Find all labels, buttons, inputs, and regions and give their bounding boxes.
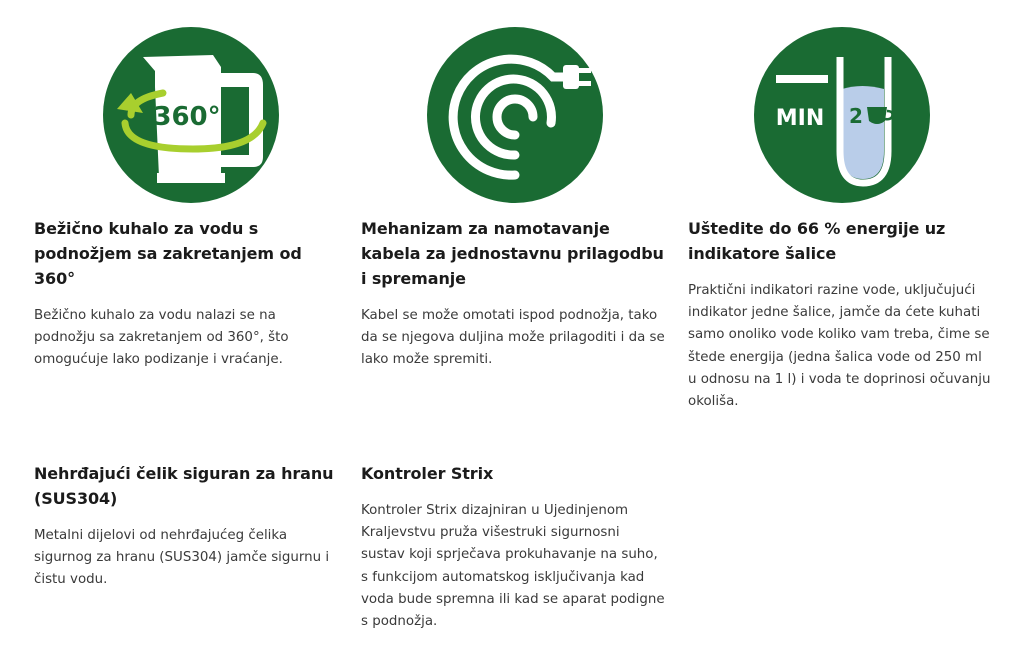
feature-title: Bežično kuhalo za vodu s podnožjem sa zakretanjem od 360°	[34, 219, 302, 288]
icon-360-label: 360°	[153, 102, 221, 132]
kettle-360-icon	[103, 27, 279, 203]
cord-wind-plug-icon	[427, 27, 603, 203]
feature-energy-saving	[688, 216, 993, 413]
feature-description: Praktični indikatori razine vode, uključujući indikator jedne šalice, jamče da ćete kuhati samo onoliko vode koliko vam treba, čime se štede energija (jedna šalica vode od 250 ml u odnosu na 1 l) i voda te doprinosi očuvanju okoliša.	[688, 283, 991, 410]
feature-description: Kontroler Strix dizajniran u Ujedinjenom Kraljevstvu pruža višestruki sigurnosni sustav koji sprječava prokuhavanje na suho, s funkcijom automatskog isključivanja kad voda bude spremna ili kad se aparat podigne s podnožja.	[361, 503, 665, 630]
feature-wireless-base	[34, 216, 339, 372]
feature-title: Kontroler Strix	[361, 464, 494, 483]
feature-stainless-steel	[34, 461, 339, 592]
feature-cord-winding	[361, 216, 666, 372]
feature-title: Mehanizam za namotavanje kabela za jednostavnu prilagodbu i spremanje	[361, 219, 664, 288]
min-label: MIN	[775, 106, 825, 131]
feature-title: Uštedite do 66 % energije uz indikatore šalice	[688, 219, 946, 263]
feature-title: Nehrđajući čelik siguran za hranu (SUS304)	[34, 464, 334, 508]
feature-description: Metalni dijelovi od nehrđajućeg čelika sigurnog za hranu (SUS304) jamče sigurnu i čistu vodu.	[34, 528, 330, 588]
cup-count-label: 2	[849, 104, 863, 128]
feature-description: Bežično kuhalo za vodu nalazi se na podnožju sa zakretanjem od 360°, što omogućuje lako podizanje i vraćanje.	[34, 308, 289, 368]
feature-strix-controller	[361, 461, 666, 633]
water-level-min-cup-icon	[754, 27, 930, 203]
feature-description: Kabel se može omotati ispod podnožja, tako da se njegova duljina može prilagoditi i da se lako može spremiti.	[361, 308, 665, 368]
